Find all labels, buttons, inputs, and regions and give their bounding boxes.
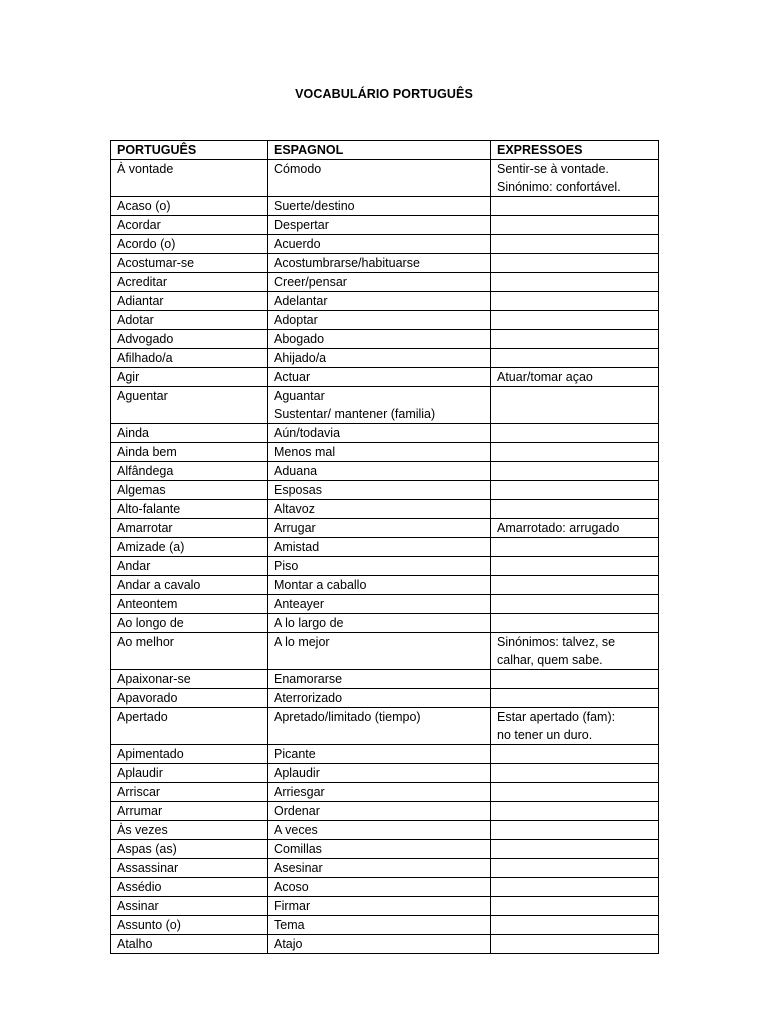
table-row bbox=[111, 689, 659, 708]
portugues-term: Assinar bbox=[117, 899, 159, 913]
cell-espagnol bbox=[268, 387, 491, 424]
vocabulary-table bbox=[110, 140, 659, 954]
espagnol-term: Altavoz bbox=[274, 502, 315, 516]
cell-portugues bbox=[111, 349, 268, 368]
espagnol-term: Arriesgar bbox=[274, 785, 325, 799]
espagnol-term: Firmar bbox=[274, 899, 311, 913]
cell-expressoes bbox=[491, 292, 659, 311]
table-row bbox=[111, 311, 659, 330]
cell-portugues bbox=[111, 935, 268, 954]
portugues-term: Atalho bbox=[117, 937, 153, 951]
cell-espagnol bbox=[268, 557, 491, 576]
cell-espagnol bbox=[268, 689, 491, 708]
table-row bbox=[111, 708, 659, 745]
cell-expressoes bbox=[491, 708, 659, 745]
cell-espagnol bbox=[268, 802, 491, 821]
cell-espagnol bbox=[268, 935, 491, 954]
portugues-term: Acordo (o) bbox=[117, 237, 176, 251]
cell-portugues bbox=[111, 500, 268, 519]
portugues-term: Apavorado bbox=[117, 691, 178, 705]
table-row bbox=[111, 935, 659, 954]
portugues-term: Ao melhor bbox=[117, 635, 174, 649]
cell-portugues bbox=[111, 519, 268, 538]
portugues-term: Alto-falante bbox=[117, 502, 181, 516]
portugues-term: Andar a cavalo bbox=[117, 578, 201, 592]
column-header-expressoes: EXPRESSOES bbox=[491, 141, 659, 160]
table-row bbox=[111, 614, 659, 633]
cell-portugues bbox=[111, 538, 268, 557]
portugues-term: Ao longo de bbox=[117, 616, 184, 630]
espagnol-term: Menos mal bbox=[274, 445, 336, 459]
espagnol-term: Esposas bbox=[274, 483, 322, 497]
table-row bbox=[111, 330, 659, 349]
espagnol-term: Aplaudir bbox=[274, 766, 320, 780]
cell-espagnol bbox=[268, 916, 491, 935]
cell-expressoes bbox=[491, 349, 659, 368]
cell-expressoes bbox=[491, 368, 659, 387]
table-row bbox=[111, 273, 659, 292]
cell-expressoes bbox=[491, 235, 659, 254]
table-row bbox=[111, 557, 659, 576]
cell-portugues bbox=[111, 745, 268, 764]
cell-portugues bbox=[111, 387, 268, 424]
cell-espagnol bbox=[268, 349, 491, 368]
cell-expressoes bbox=[491, 670, 659, 689]
cell-portugues bbox=[111, 859, 268, 878]
portugues-term: Acreditar bbox=[117, 275, 168, 289]
espagnol-term: Abogado bbox=[274, 332, 325, 346]
portugues-term: Algemas bbox=[117, 483, 166, 497]
cell-espagnol bbox=[268, 481, 491, 500]
portugues-term: Ainda bbox=[117, 426, 149, 440]
cell-espagnol bbox=[268, 311, 491, 330]
portugues-term: Apimentado bbox=[117, 747, 184, 761]
expression-text: Atuar/tomar açao bbox=[497, 370, 593, 384]
cell-portugues bbox=[111, 557, 268, 576]
espagnol-term: Aguantar bbox=[274, 389, 325, 403]
portugues-term: Alfândega bbox=[117, 464, 174, 478]
cell-espagnol bbox=[268, 216, 491, 235]
cell-expressoes bbox=[491, 443, 659, 462]
cell-espagnol bbox=[268, 500, 491, 519]
cell-espagnol bbox=[268, 273, 491, 292]
table-row bbox=[111, 859, 659, 878]
table-row bbox=[111, 897, 659, 916]
expression-text: no tener un duro. bbox=[497, 728, 593, 742]
cell-portugues bbox=[111, 595, 268, 614]
column-header-portugues: PORTUGUÊS bbox=[111, 141, 268, 160]
espagnol-term: Despertar bbox=[274, 218, 329, 232]
table-row bbox=[111, 670, 659, 689]
cell-portugues bbox=[111, 821, 268, 840]
portugues-term: Aplaudir bbox=[117, 766, 163, 780]
cell-espagnol bbox=[268, 764, 491, 783]
table-row bbox=[111, 197, 659, 216]
cell-portugues bbox=[111, 689, 268, 708]
cell-portugues bbox=[111, 481, 268, 500]
espagnol-term: Asesinar bbox=[274, 861, 323, 875]
cell-expressoes bbox=[491, 462, 659, 481]
cell-expressoes bbox=[491, 916, 659, 935]
cell-portugues bbox=[111, 633, 268, 670]
cell-portugues bbox=[111, 368, 268, 387]
table-body bbox=[111, 160, 659, 954]
espagnol-term: Ordenar bbox=[274, 804, 320, 818]
portugues-term: Arriscar bbox=[117, 785, 161, 799]
table-row bbox=[111, 538, 659, 557]
portugues-term: Advogado bbox=[117, 332, 174, 346]
expression-text: Amarrotado: arrugado bbox=[497, 521, 620, 535]
portugues-term: Aspas (as) bbox=[117, 842, 177, 856]
cell-portugues bbox=[111, 311, 268, 330]
table-row bbox=[111, 519, 659, 538]
espagnol-term: Adelantar bbox=[274, 294, 328, 308]
cell-portugues bbox=[111, 708, 268, 745]
portugues-term: Às vezes bbox=[117, 823, 168, 837]
table-row bbox=[111, 821, 659, 840]
table-header-row bbox=[111, 141, 659, 160]
cell-espagnol bbox=[268, 783, 491, 802]
table-row bbox=[111, 424, 659, 443]
cell-espagnol bbox=[268, 235, 491, 254]
cell-espagnol bbox=[268, 878, 491, 897]
cell-espagnol bbox=[268, 519, 491, 538]
cell-espagnol bbox=[268, 160, 491, 197]
portugues-term: Andar bbox=[117, 559, 151, 573]
cell-expressoes bbox=[491, 538, 659, 557]
cell-expressoes bbox=[491, 689, 659, 708]
table-row bbox=[111, 349, 659, 368]
espagnol-term: Atajo bbox=[274, 937, 303, 951]
cell-portugues bbox=[111, 840, 268, 859]
espagnol-term: Acuerdo bbox=[274, 237, 321, 251]
cell-espagnol bbox=[268, 254, 491, 273]
cell-expressoes bbox=[491, 273, 659, 292]
espagnol-term: Aduana bbox=[274, 464, 318, 478]
portugues-term: Anteontem bbox=[117, 597, 178, 611]
cell-portugues bbox=[111, 235, 268, 254]
cell-portugues bbox=[111, 330, 268, 349]
cell-espagnol bbox=[268, 614, 491, 633]
portugues-term: Apertado bbox=[117, 710, 168, 724]
portugues-term: Acordar bbox=[117, 218, 161, 232]
cell-portugues bbox=[111, 462, 268, 481]
cell-portugues bbox=[111, 783, 268, 802]
cell-portugues bbox=[111, 273, 268, 292]
cell-expressoes bbox=[491, 897, 659, 916]
cell-expressoes bbox=[491, 424, 659, 443]
table-row bbox=[111, 878, 659, 897]
portugues-term: Amizade (a) bbox=[117, 540, 185, 554]
cell-portugues bbox=[111, 878, 268, 897]
cell-expressoes bbox=[491, 500, 659, 519]
cell-espagnol bbox=[268, 595, 491, 614]
table-row bbox=[111, 292, 659, 311]
table-row bbox=[111, 235, 659, 254]
cell-espagnol bbox=[268, 633, 491, 670]
espagnol-term: Suerte/destino bbox=[274, 199, 355, 213]
table-row bbox=[111, 160, 659, 197]
cell-espagnol bbox=[268, 330, 491, 349]
cell-expressoes bbox=[491, 197, 659, 216]
table-row bbox=[111, 783, 659, 802]
cell-expressoes bbox=[491, 633, 659, 670]
cell-expressoes bbox=[491, 859, 659, 878]
cell-portugues bbox=[111, 292, 268, 311]
cell-expressoes bbox=[491, 802, 659, 821]
cell-espagnol bbox=[268, 197, 491, 216]
espagnol-term: Actuar bbox=[274, 370, 311, 384]
portugues-term: Aguentar bbox=[117, 389, 168, 403]
espagnol-term: A lo largo de bbox=[274, 616, 344, 630]
page-title: VOCABULÁRIO PORTUGUÊS bbox=[295, 87, 473, 101]
cell-portugues bbox=[111, 576, 268, 595]
cell-expressoes bbox=[491, 764, 659, 783]
table-row bbox=[111, 481, 659, 500]
espagnol-term: A veces bbox=[274, 823, 318, 837]
espagnol-term: Acoso bbox=[274, 880, 309, 894]
expression-text: calhar, quem sabe. bbox=[497, 653, 603, 667]
portugues-term: À vontade bbox=[117, 162, 174, 176]
cell-portugues bbox=[111, 614, 268, 633]
portugues-term: Arrumar bbox=[117, 804, 163, 818]
cell-expressoes bbox=[491, 878, 659, 897]
cell-portugues bbox=[111, 764, 268, 783]
cell-expressoes bbox=[491, 387, 659, 424]
espagnol-term: Amistad bbox=[274, 540, 320, 554]
cell-expressoes bbox=[491, 557, 659, 576]
cell-portugues bbox=[111, 254, 268, 273]
cell-expressoes bbox=[491, 519, 659, 538]
table-row bbox=[111, 595, 659, 614]
espagnol-term: Arrugar bbox=[274, 521, 316, 535]
cell-espagnol bbox=[268, 821, 491, 840]
portugues-term: Adotar bbox=[117, 313, 154, 327]
portugues-term: Acostumar-se bbox=[117, 256, 195, 270]
table-row bbox=[111, 387, 659, 424]
cell-expressoes bbox=[491, 614, 659, 633]
espagnol-term: Adoptar bbox=[274, 313, 318, 327]
espagnol-term: Ahijado/a bbox=[274, 351, 327, 365]
cell-expressoes bbox=[491, 330, 659, 349]
cell-expressoes bbox=[491, 821, 659, 840]
cell-espagnol bbox=[268, 576, 491, 595]
portugues-term: Assédio bbox=[117, 880, 162, 894]
cell-espagnol bbox=[268, 745, 491, 764]
table-row bbox=[111, 576, 659, 595]
espagnol-term: Montar a caballo bbox=[274, 578, 367, 592]
cell-expressoes bbox=[491, 216, 659, 235]
portugues-term: Afilhado/a bbox=[117, 351, 173, 365]
table-row bbox=[111, 745, 659, 764]
column-header-espagnol: ESPAGNOL bbox=[268, 141, 491, 160]
table-row bbox=[111, 633, 659, 670]
table-row bbox=[111, 802, 659, 821]
cell-expressoes bbox=[491, 481, 659, 500]
table-row bbox=[111, 916, 659, 935]
cell-portugues bbox=[111, 443, 268, 462]
portugues-term: Adiantar bbox=[117, 294, 164, 308]
cell-espagnol bbox=[268, 292, 491, 311]
cell-expressoes bbox=[491, 783, 659, 802]
cell-espagnol bbox=[268, 538, 491, 557]
cell-expressoes bbox=[491, 745, 659, 764]
cell-expressoes bbox=[491, 840, 659, 859]
cell-espagnol bbox=[268, 368, 491, 387]
table-row bbox=[111, 840, 659, 859]
table-row bbox=[111, 254, 659, 273]
cell-portugues bbox=[111, 916, 268, 935]
cell-portugues bbox=[111, 897, 268, 916]
table-row bbox=[111, 462, 659, 481]
cell-expressoes bbox=[491, 254, 659, 273]
table-row bbox=[111, 500, 659, 519]
expression-text: Sinónimo: confortável. bbox=[497, 180, 621, 194]
cell-espagnol bbox=[268, 424, 491, 443]
cell-espagnol bbox=[268, 859, 491, 878]
cell-espagnol bbox=[268, 708, 491, 745]
cell-portugues bbox=[111, 160, 268, 197]
espagnol-term: Apretado/limitado (tiempo) bbox=[274, 710, 421, 724]
cell-expressoes bbox=[491, 576, 659, 595]
portugues-term: Assassinar bbox=[117, 861, 179, 875]
table-row bbox=[111, 443, 659, 462]
espagnol-term: Creer/pensar bbox=[274, 275, 347, 289]
table-row bbox=[111, 216, 659, 235]
espagnol-term: Anteayer bbox=[274, 597, 325, 611]
expression-text: Sinónimos: talvez, se bbox=[497, 635, 616, 649]
cell-expressoes bbox=[491, 160, 659, 197]
espagnol-term: Enamorarse bbox=[274, 672, 343, 686]
espagnol-term: Picante bbox=[274, 747, 316, 761]
cell-portugues bbox=[111, 424, 268, 443]
portugues-term: Acaso (o) bbox=[117, 199, 171, 213]
cell-espagnol bbox=[268, 443, 491, 462]
table-row bbox=[111, 764, 659, 783]
espagnol-term: Cómodo bbox=[274, 162, 322, 176]
expression-text: Estar apertado (fam): bbox=[497, 710, 616, 724]
espagnol-term: Comillas bbox=[274, 842, 322, 856]
portugues-term: Agir bbox=[117, 370, 140, 384]
espagnol-term: Piso bbox=[274, 559, 299, 573]
espagnol-term: Acostumbrarse/habituarse bbox=[274, 256, 420, 270]
expression-text: Sentir-se à vontade. bbox=[497, 162, 609, 176]
cell-expressoes bbox=[491, 311, 659, 330]
cell-espagnol bbox=[268, 462, 491, 481]
cell-espagnol bbox=[268, 670, 491, 689]
espagnol-term: Tema bbox=[274, 918, 305, 932]
cell-portugues bbox=[111, 802, 268, 821]
cell-portugues bbox=[111, 216, 268, 235]
cell-portugues bbox=[111, 197, 268, 216]
espagnol-term: Aún/todavia bbox=[274, 426, 341, 440]
espagnol-term: Sustentar/ mantener (familia) bbox=[274, 407, 436, 421]
espagnol-term: A lo mejor bbox=[274, 635, 330, 649]
portugues-term: Apaixonar-se bbox=[117, 672, 191, 686]
table-row bbox=[111, 368, 659, 387]
portugues-term: Ainda bem bbox=[117, 445, 177, 459]
portugues-term: Amarrotar bbox=[117, 521, 173, 535]
cell-espagnol bbox=[268, 840, 491, 859]
cell-portugues bbox=[111, 670, 268, 689]
cell-espagnol bbox=[268, 897, 491, 916]
cell-expressoes bbox=[491, 595, 659, 614]
cell-expressoes bbox=[491, 935, 659, 954]
espagnol-term: Aterrorizado bbox=[274, 691, 343, 705]
portugues-term: Assunto (o) bbox=[117, 918, 181, 932]
